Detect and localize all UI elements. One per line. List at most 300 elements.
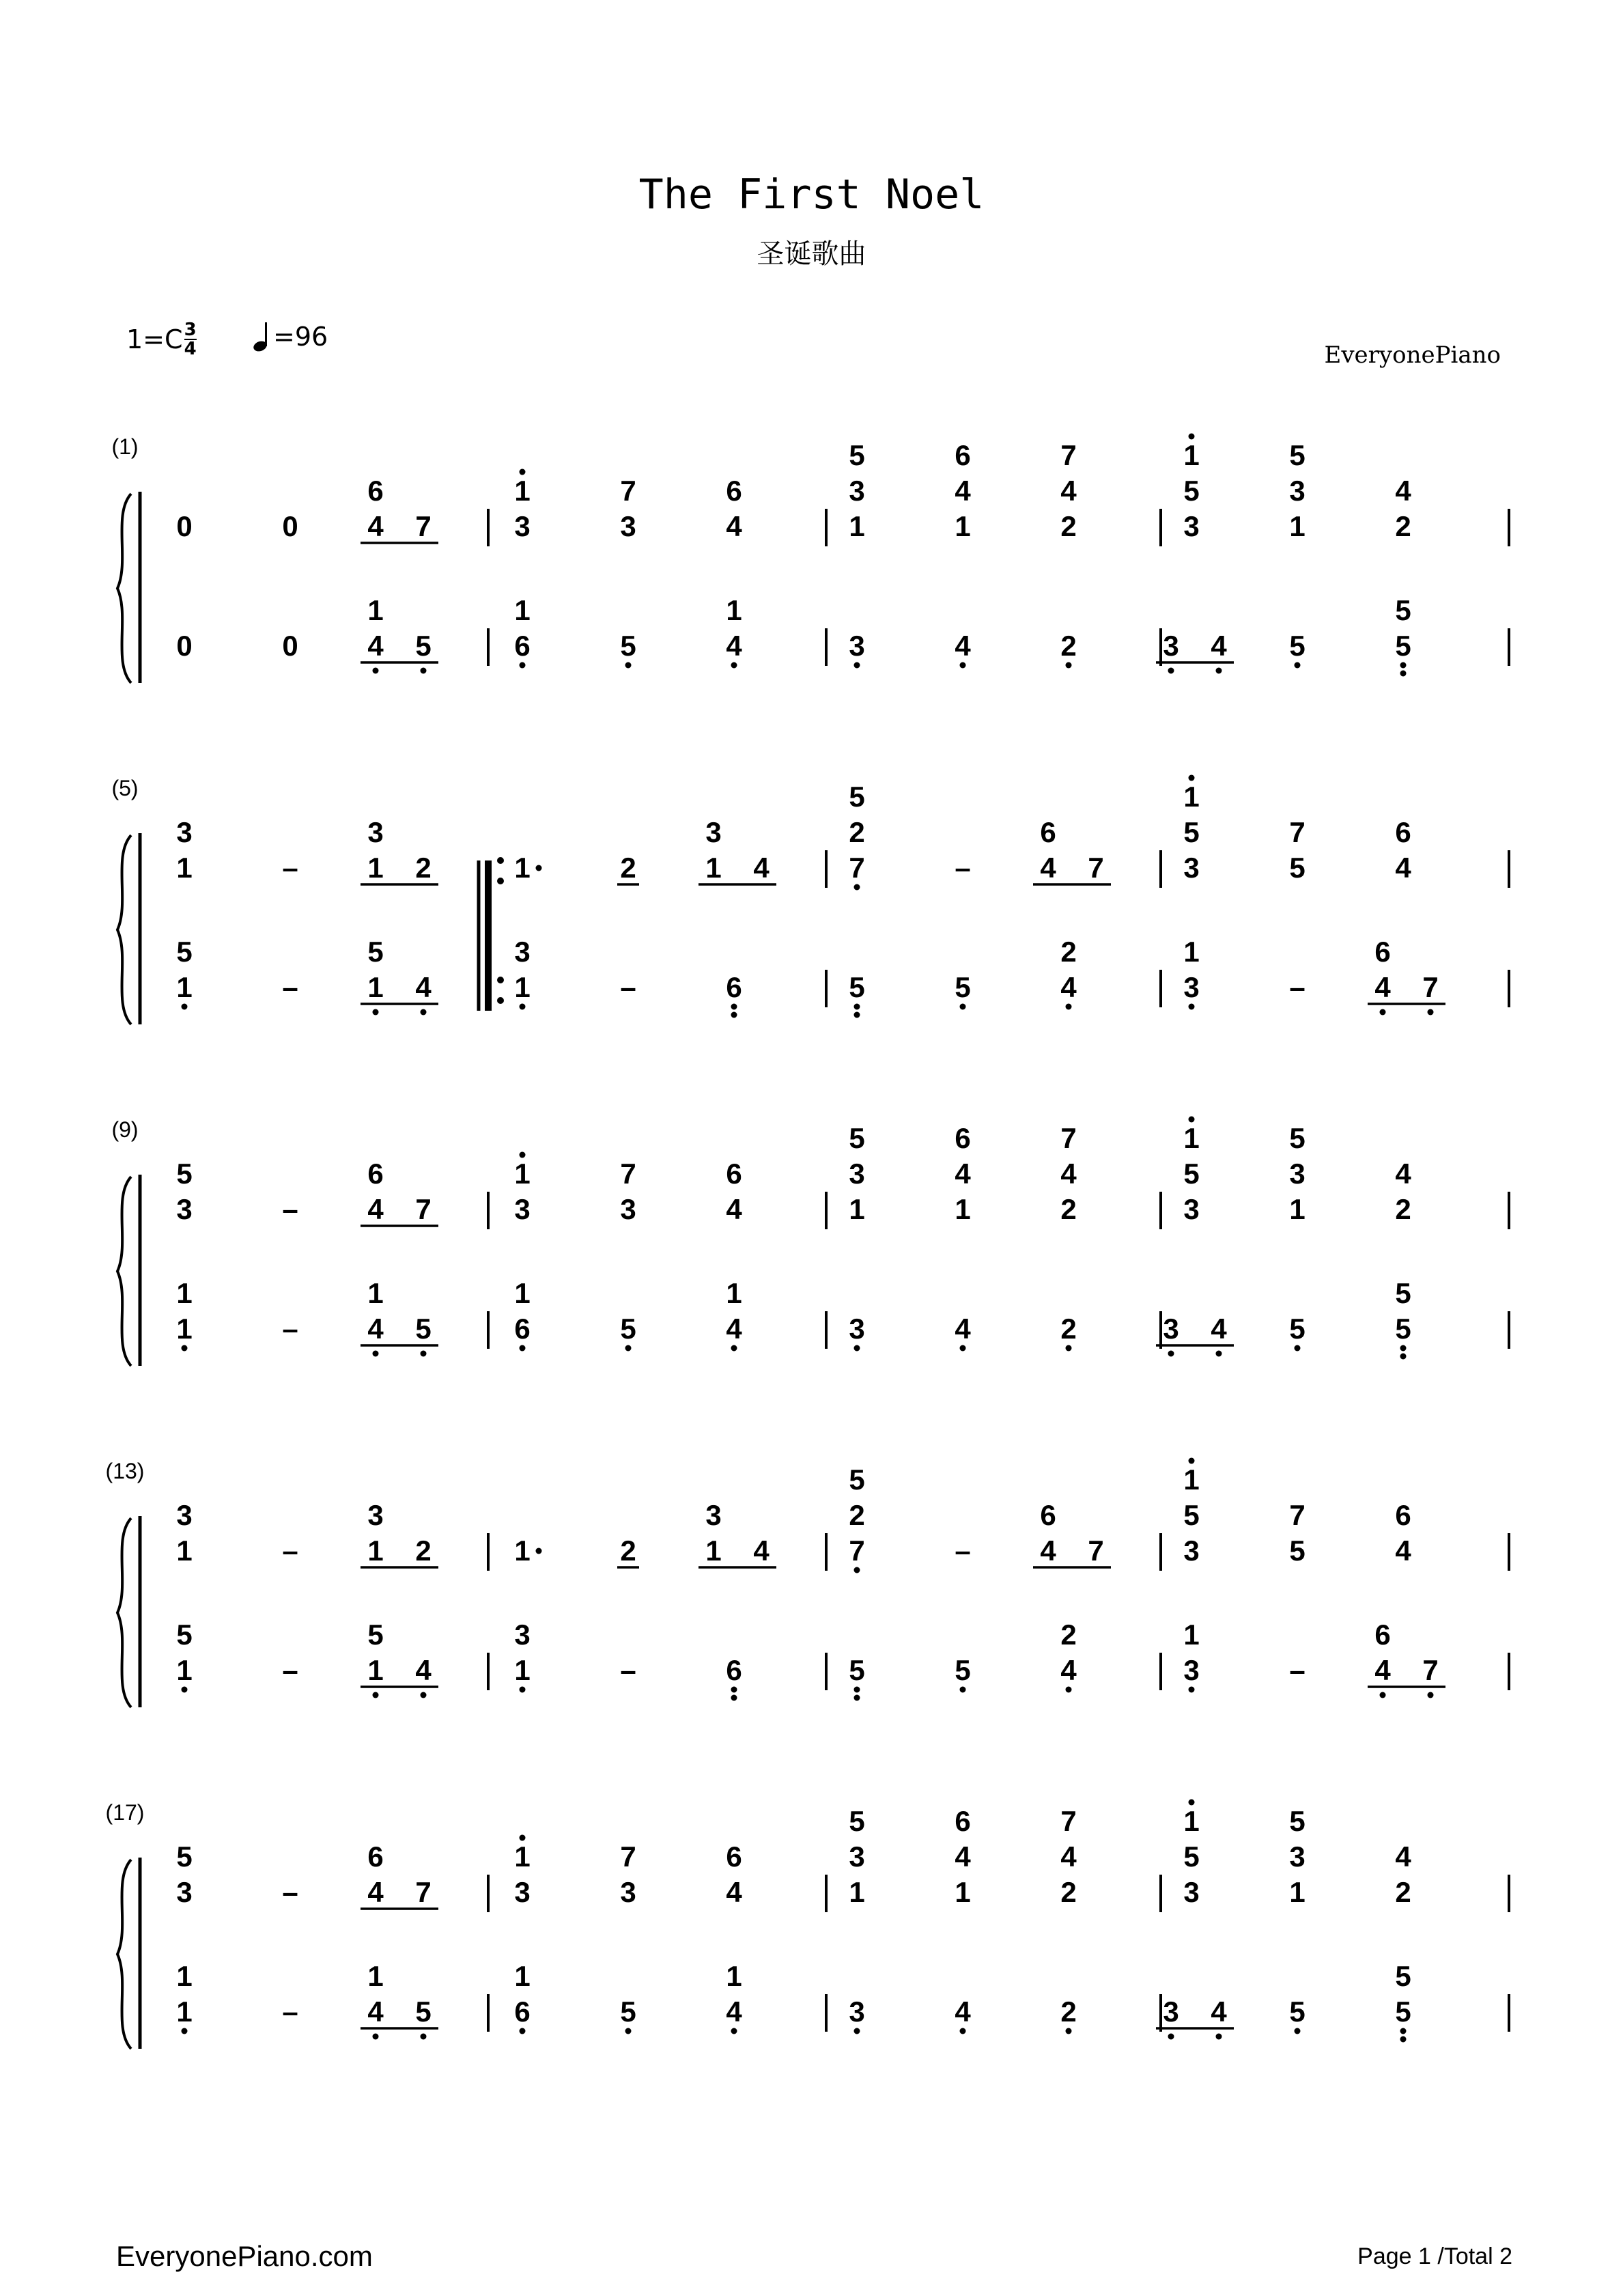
dash-treble: – — [282, 1535, 298, 1567]
measure-number: (9) — [111, 1117, 139, 1142]
note-bass: 2 — [1060, 936, 1077, 968]
note-treble: 6 — [955, 439, 971, 471]
note-treble: 3 — [705, 816, 722, 848]
song-title: The First Noel — [638, 171, 985, 219]
measure-number: (13) — [105, 1459, 145, 1483]
octave-dot — [731, 1012, 737, 1018]
note-bass: 4 — [1060, 971, 1077, 1003]
note-treble: 6 — [726, 475, 742, 507]
octave-dot — [1189, 1800, 1195, 1806]
note-bass: 6 — [726, 1654, 742, 1686]
note-bass: 1 — [367, 971, 384, 1003]
note-bass: 4 — [726, 1996, 742, 2028]
note-bass: 2 — [1060, 630, 1077, 662]
note-treble: 3 — [176, 1193, 193, 1225]
note-bass: 5 — [1395, 1277, 1411, 1309]
note-bass: 6 — [514, 1996, 531, 2028]
octave-dot — [182, 1345, 188, 1352]
note-treble: 1 — [1183, 1805, 1200, 1837]
repeat-dot — [497, 977, 504, 983]
note-treble: 4 — [1060, 1158, 1077, 1190]
octave-dot — [1189, 775, 1195, 781]
note-bass: 5 — [620, 1313, 636, 1345]
note-bass: 5 — [955, 971, 971, 1003]
octave-dot — [854, 1687, 860, 1693]
octave-dot — [421, 2034, 427, 2040]
note-bass: 3 — [1163, 1313, 1179, 1345]
note-bass: 1 — [176, 971, 193, 1003]
note-bass: 1 — [514, 594, 531, 626]
staff-brace — [117, 835, 131, 1024]
note-bass: 1 — [726, 594, 742, 626]
dash-treble: – — [955, 852, 971, 884]
octave-dot — [1295, 662, 1301, 669]
note-treble: 1 — [1289, 1193, 1306, 1225]
note-bass: 6 — [726, 971, 742, 1003]
octave-dot — [731, 2028, 737, 2034]
note-bass: 1 — [367, 1960, 384, 1992]
note-bass: 4 — [415, 1654, 432, 1686]
note-treble: 2 — [1060, 1193, 1077, 1225]
time-signature-bottom: 4 — [184, 339, 197, 359]
octave-dot — [731, 1004, 737, 1010]
staff-brace — [117, 494, 131, 683]
note-bass: 7 — [1422, 971, 1439, 1003]
note-treble: 7 — [1060, 1122, 1077, 1154]
dash-bass: – — [282, 971, 298, 1003]
octave-dot — [1216, 2034, 1222, 2040]
note-bass: 5 — [1289, 630, 1306, 662]
note-bass: 5 — [955, 1654, 971, 1686]
octave-dot — [1400, 2028, 1407, 2034]
measure-number: (5) — [111, 776, 139, 800]
octave-dot — [1189, 1117, 1195, 1123]
octave-dot — [731, 1345, 737, 1352]
rest-treble: 0 — [176, 510, 193, 542]
note-treble: 3 — [1183, 1535, 1200, 1567]
note-treble: 6 — [1040, 1499, 1056, 1531]
octave-dot — [960, 662, 966, 669]
octave-dot — [1400, 671, 1407, 677]
note-treble: 5 — [1289, 1122, 1306, 1154]
note-treble: 3 — [1289, 1158, 1306, 1190]
note-treble: 1 — [1183, 1122, 1200, 1154]
note-treble: 2 — [1395, 1876, 1411, 1908]
dash-treble: – — [282, 1876, 298, 1908]
note-treble: 1 — [849, 510, 865, 542]
note-bass: 1 — [176, 1960, 193, 1992]
note-bass: 3 — [1183, 1654, 1200, 1686]
note-bass: 1 — [726, 1960, 742, 1992]
octave-dot — [1428, 1009, 1434, 1016]
note-bass: 5 — [620, 630, 636, 662]
rest-bass: 0 — [176, 630, 193, 662]
note-treble: 1 — [705, 1535, 722, 1567]
note-treble: 4 — [955, 475, 971, 507]
note-bass: 3 — [849, 1996, 865, 2028]
note-bass: 4 — [1060, 1654, 1077, 1686]
octave-dot — [536, 1548, 542, 1554]
note-treble: 5 — [1289, 439, 1306, 471]
note-treble: 1 — [514, 852, 531, 884]
octave-dot — [731, 1687, 737, 1693]
note-bass: 5 — [176, 936, 193, 968]
note-treble: 6 — [367, 475, 384, 507]
octave-dot — [182, 1687, 188, 1693]
octave-dot — [854, 1695, 860, 1701]
note-bass: 1 — [726, 1277, 742, 1309]
note-treble: 4 — [1395, 1535, 1411, 1567]
octave-dot — [520, 1345, 526, 1352]
note-bass: 1 — [514, 971, 531, 1003]
note-bass: 5 — [1395, 594, 1411, 626]
footer-page-number: Page 1 /Total 2 — [1357, 2243, 1512, 2269]
repeat-dot — [497, 997, 504, 1004]
octave-dot — [373, 668, 379, 674]
octave-dot — [1400, 2036, 1407, 2043]
note-treble: 3 — [514, 1193, 531, 1225]
repeat-dot — [497, 857, 504, 864]
octave-dot — [625, 2028, 632, 2034]
note-treble: 5 — [1289, 852, 1306, 884]
octave-dot — [1066, 1004, 1072, 1010]
octave-dot — [1216, 668, 1222, 674]
note-treble: 7 — [415, 1193, 432, 1225]
dash-bass: – — [282, 1313, 298, 1345]
note-bass: 3 — [1183, 971, 1200, 1003]
note-treble: 4 — [1395, 1158, 1411, 1190]
note-treble: 1 — [514, 1535, 531, 1567]
note-treble: 1 — [1183, 439, 1200, 471]
note-treble: 6 — [1395, 816, 1411, 848]
note-treble: 3 — [176, 1876, 193, 1908]
note-treble: 1 — [1289, 1876, 1306, 1908]
note-treble: 7 — [1289, 816, 1306, 848]
octave-dot — [520, 2028, 526, 2034]
note-bass: 4 — [1211, 630, 1227, 662]
octave-dot — [1380, 1692, 1386, 1698]
note-treble: 2 — [1395, 1193, 1411, 1225]
octave-dot — [1066, 2028, 1072, 2034]
note-treble: 1 — [514, 1840, 531, 1873]
staff-brace — [117, 1860, 131, 2049]
note-treble: 1 — [176, 852, 193, 884]
octave-dot — [373, 1692, 379, 1698]
note-treble: 6 — [367, 1158, 384, 1190]
octave-dot — [1189, 434, 1195, 440]
octave-dot — [625, 1345, 632, 1352]
note-treble: 4 — [955, 1158, 971, 1190]
note-treble: 5 — [1183, 1158, 1200, 1190]
note-bass: 6 — [1374, 936, 1391, 968]
octave-dot — [854, 1004, 860, 1010]
octave-dot — [1168, 668, 1174, 674]
note-treble: 5 — [176, 1158, 193, 1190]
octave-dot — [960, 1004, 966, 1010]
note-bass: 3 — [1163, 630, 1179, 662]
note-treble: 3 — [1183, 852, 1200, 884]
octave-dot — [854, 662, 860, 669]
note-bass: 1 — [176, 1996, 193, 2028]
note-treble: 2 — [849, 816, 865, 848]
note-treble: 3 — [705, 1499, 722, 1531]
note-treble: 7 — [1060, 1805, 1077, 1837]
note-bass: 5 — [415, 1313, 432, 1345]
octave-dot — [421, 1351, 427, 1357]
note-treble: 6 — [726, 1158, 742, 1190]
octave-dot — [731, 1695, 737, 1701]
octave-dot — [182, 2028, 188, 2034]
rest-bass: 0 — [282, 630, 298, 662]
note-treble: 4 — [726, 510, 742, 542]
note-bass: 1 — [176, 1277, 193, 1309]
octave-dot — [625, 662, 632, 669]
octave-dot — [1295, 2028, 1301, 2034]
note-bass: 1 — [514, 1277, 531, 1309]
note-treble: 4 — [1040, 852, 1056, 884]
note-bass: 5 — [620, 1996, 636, 2028]
note-bass: 6 — [1374, 1619, 1391, 1651]
note-treble: 4 — [367, 510, 384, 542]
note-treble: 5 — [849, 1805, 865, 1837]
octave-dot — [520, 1687, 526, 1693]
note-treble: 3 — [620, 510, 636, 542]
note-bass: 1 — [514, 1960, 531, 1992]
dash-bass: – — [1289, 971, 1306, 1003]
note-treble: 7 — [620, 475, 636, 507]
note-treble: 1 — [849, 1876, 865, 1908]
note-treble: 4 — [367, 1876, 384, 1908]
staff-brace — [117, 1518, 131, 1707]
note-bass: 2 — [1060, 1619, 1077, 1651]
octave-dot — [373, 1351, 379, 1357]
octave-dot — [421, 668, 427, 674]
note-bass: 5 — [415, 1996, 432, 2028]
note-treble: 7 — [849, 852, 865, 884]
octave-dot — [1189, 1687, 1195, 1693]
note-treble: 4 — [753, 1535, 770, 1567]
octave-dot — [182, 1004, 188, 1010]
note-treble: 5 — [176, 1840, 193, 1873]
note-bass: 7 — [1422, 1654, 1439, 1686]
note-treble: 3 — [514, 1876, 531, 1908]
note-treble: 7 — [1289, 1499, 1306, 1531]
note-treble: 3 — [849, 475, 865, 507]
note-treble: 3 — [849, 1840, 865, 1873]
note-bass: 2 — [1060, 1313, 1077, 1345]
octave-dot — [1428, 1692, 1434, 1698]
note-treble: 1 — [955, 1193, 971, 1225]
dash-treble: – — [282, 852, 298, 884]
dash-bass: – — [282, 1654, 298, 1686]
note-bass: 1 — [1183, 1619, 1200, 1651]
octave-dot — [373, 2034, 379, 2040]
note-bass: 1 — [176, 1313, 193, 1345]
note-treble: 6 — [955, 1122, 971, 1154]
octave-dot — [1168, 1351, 1174, 1357]
note-bass: 4 — [367, 1313, 384, 1345]
octave-dot — [1380, 1009, 1386, 1016]
time-signature-top: 3 — [184, 320, 197, 340]
note-treble: 3 — [367, 816, 384, 848]
note-treble: 4 — [1395, 475, 1411, 507]
octave-dot — [854, 2028, 860, 2034]
dash-treble: – — [282, 1193, 298, 1225]
note-treble: 5 — [849, 1122, 865, 1154]
octave-dot — [1189, 1004, 1195, 1010]
note-treble: 6 — [1395, 1499, 1411, 1531]
octave-dot — [1216, 1351, 1222, 1357]
note-treble: 1 — [1289, 510, 1306, 542]
note-treble: 2 — [1395, 510, 1411, 542]
note-bass: 1 — [1183, 936, 1200, 968]
note-treble: 3 — [620, 1876, 636, 1908]
note-bass: 5 — [176, 1619, 193, 1651]
note-treble: 7 — [620, 1158, 636, 1190]
note-treble: 1 — [1183, 781, 1200, 813]
note-treble: 4 — [726, 1876, 742, 1908]
footer-website: EveryonePiano.com — [116, 2240, 373, 2272]
note-treble: 5 — [1183, 475, 1200, 507]
note-bass: 3 — [849, 630, 865, 662]
octave-dot — [1066, 662, 1072, 669]
note-bass: 4 — [367, 1996, 384, 2028]
note-treble: 5 — [849, 781, 865, 813]
note-bass: 5 — [1395, 1313, 1411, 1345]
note-treble: 1 — [367, 1535, 384, 1567]
note-bass: 4 — [1211, 1996, 1227, 2028]
octave-dot — [421, 1692, 427, 1698]
note-treble: 3 — [514, 510, 531, 542]
octave-dot — [520, 662, 526, 669]
note-treble: 5 — [1183, 1840, 1200, 1873]
note-bass: 1 — [514, 1654, 531, 1686]
note-treble: 4 — [1060, 475, 1077, 507]
octave-dot — [854, 884, 860, 891]
note-treble: 3 — [1183, 1193, 1200, 1225]
octave-dot — [520, 469, 526, 475]
note-bass: 4 — [367, 630, 384, 662]
octave-dot — [960, 1687, 966, 1693]
note-treble: 3 — [367, 1499, 384, 1531]
measure-number: (17) — [105, 1800, 145, 1825]
note-bass: 4 — [415, 971, 432, 1003]
note-bass: 4 — [955, 630, 971, 662]
note-bass: 4 — [955, 1313, 971, 1345]
note-treble: 6 — [726, 1840, 742, 1873]
note-bass: 3 — [1163, 1996, 1179, 2028]
note-bass: 5 — [1395, 1960, 1411, 1992]
note-bass: 6 — [514, 630, 531, 662]
note-treble: 1 — [955, 1876, 971, 1908]
note-bass: 3 — [514, 936, 531, 968]
note-treble: 1 — [1183, 1464, 1200, 1496]
note-bass: 4 — [726, 630, 742, 662]
repeat-dot — [497, 878, 504, 884]
note-treble: 3 — [1183, 1876, 1200, 1908]
note-treble: 1 — [514, 1158, 531, 1190]
octave-dot — [960, 1345, 966, 1352]
note-treble: 5 — [1289, 1535, 1306, 1567]
key-label: 1=C — [126, 324, 183, 354]
note-bass: 4 — [1374, 1654, 1391, 1686]
note-treble: 5 — [1289, 1805, 1306, 1837]
note-treble: 7 — [849, 1535, 865, 1567]
octave-dot — [960, 2028, 966, 2034]
note-treble: 7 — [1060, 439, 1077, 471]
arranger-credit: EveryonePiano — [1324, 341, 1501, 369]
note-treble: 2 — [849, 1499, 865, 1531]
octave-dot — [1400, 1354, 1407, 1360]
note-bass: 5 — [849, 1654, 865, 1686]
octave-dot — [536, 865, 542, 871]
note-treble: 4 — [1060, 1840, 1077, 1873]
note-treble: 6 — [367, 1840, 384, 1873]
octave-dot — [373, 1009, 379, 1016]
note-bass: 3 — [849, 1313, 865, 1345]
note-treble: 1 — [849, 1193, 865, 1225]
note-treble: 7 — [1088, 852, 1104, 884]
octave-dot — [854, 1567, 860, 1573]
note-bass: 5 — [849, 971, 865, 1003]
octave-dot — [1295, 1345, 1301, 1352]
rest-treble: 0 — [282, 510, 298, 542]
octave-dot — [1400, 662, 1407, 669]
note-bass: 1 — [176, 1654, 193, 1686]
octave-dot — [520, 1152, 526, 1158]
tempo-value: =96 — [273, 322, 328, 352]
octave-dot — [731, 662, 737, 669]
dash-treble: – — [955, 1535, 971, 1567]
note-treble: 2 — [415, 852, 432, 884]
note-treble: 3 — [1289, 1840, 1306, 1873]
note-bass: 5 — [1289, 1996, 1306, 2028]
note-treble: 3 — [176, 816, 193, 848]
note-bass: 2 — [1060, 1996, 1077, 2028]
note-treble: 1 — [955, 510, 971, 542]
dash-bass: – — [620, 971, 636, 1003]
note-treble: 1 — [176, 1535, 193, 1567]
note-treble: 4 — [726, 1193, 742, 1225]
note-bass: 5 — [367, 1619, 384, 1651]
note-treble: 7 — [415, 510, 432, 542]
note-bass: 4 — [955, 1996, 971, 2028]
octave-dot — [1189, 1458, 1195, 1464]
note-treble: 5 — [1183, 816, 1200, 848]
octave-dot — [1168, 2034, 1174, 2040]
note-bass: 5 — [1289, 1313, 1306, 1345]
note-treble: 5 — [849, 439, 865, 471]
note-treble: 1 — [367, 852, 384, 884]
note-treble: 6 — [955, 1805, 971, 1837]
note-treble: 2 — [415, 1535, 432, 1567]
note-bass: 5 — [415, 630, 432, 662]
note-treble: 2 — [1060, 1876, 1077, 1908]
note-bass: 3 — [514, 1619, 531, 1651]
dash-bass: – — [620, 1654, 636, 1686]
note-bass: 5 — [1395, 1996, 1411, 2028]
measure-number: (1) — [111, 434, 139, 459]
note-treble: 4 — [367, 1193, 384, 1225]
note-treble: 3 — [1183, 510, 1200, 542]
note-treble: 3 — [849, 1158, 865, 1190]
note-treble: 1 — [514, 475, 531, 507]
note-treble: 5 — [849, 1464, 865, 1496]
note-treble: 4 — [753, 852, 770, 884]
note-treble: 4 — [1395, 852, 1411, 884]
note-treble: 5 — [1183, 1499, 1200, 1531]
note-bass: 5 — [367, 936, 384, 968]
